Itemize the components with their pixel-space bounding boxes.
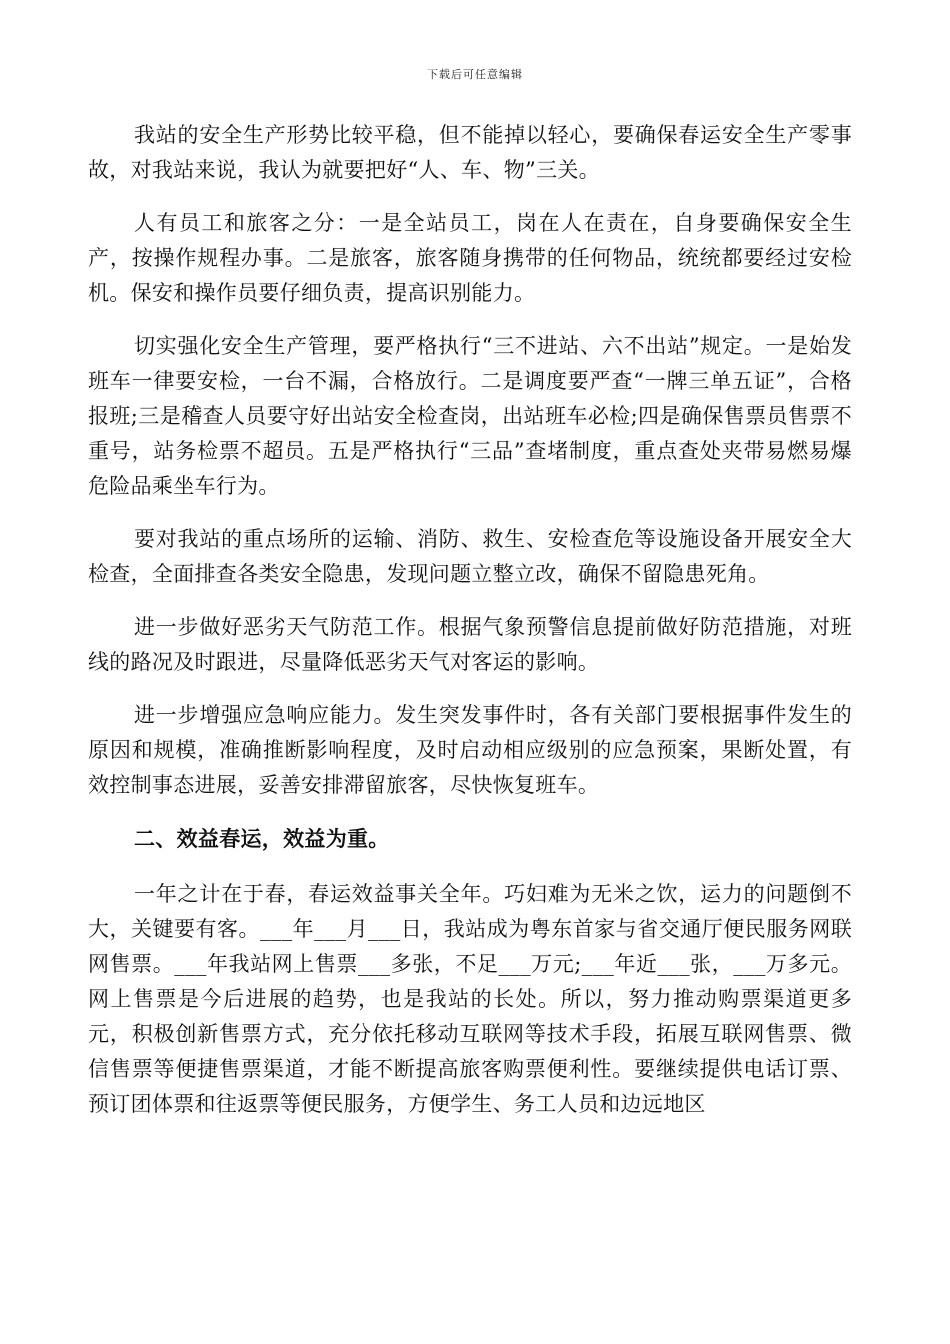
section-heading: 二、效益春运，效益为重。 bbox=[134, 826, 390, 851]
header-note: 下载后可任意编辑 bbox=[427, 68, 523, 81]
paragraph-safety-overview: 我站的安全生产形势比较平稳，但不能掉以轻心，要确保春运安全生产零事故，对我站来说，我认为就要把好“人、车、物”三关。 bbox=[88, 123, 852, 182]
paragraph-inspection: 要对我站的重点场所的运输、消防、救生、安检查危等设施设备开展安全大检查，全面排查各类安全隐患，发现问题立整立改，确保不留隐患死角。 bbox=[88, 527, 852, 586]
paragraph-emergency: 进一步增强应急响应能力。发生突发事件时，各有关部门要根据事件发生的原因和规模，准确推断影响程度，及时启动相应级别的应急预案，果断处置，有效控制事态进展，妥善安排滞留旅客，尽快恢复班车。 bbox=[88, 703, 852, 797]
paragraph-people: 人有员工和旅客之分：一是全站员工，岗在人在责在，自身要确保安全生产，按操作规程办事。二是旅客，旅客随身携带的任何物品，统统都要经过安检机。保安和操作员要仔细负责，提高识别能力。 bbox=[88, 211, 852, 305]
document-body bbox=[88, 118, 852, 1140]
paragraph-management: 切实强化安全生产管理，要严格执行“三不进站、六不出站”规定。一是始发班车一律要安检，一台不漏，合格放行。二是调度要严查“一牌三单五证”，合格报班;三是稽查人员要守好出站安全检查岗，出站班车必检;四是确保售票员售票不重号，站务检票不超员。五是严格执行“三品”查堵制度，重点查处夹带易燃易爆危险品乘坐车行为。 bbox=[88, 334, 852, 498]
paragraph-weather: 进一步做好恶劣天气防范工作。根据气象预警信息提前做好防范措施，对班线的路况及时跟进，尽量降低恶劣天气对客运的影响。 bbox=[88, 615, 852, 674]
paragraph-efficiency: 一年之计在于春，春运效益事关全年。巧妇难为无米之饮，运力的问题倒不大，关键要有客。___年___月___日，我站成为粤东首家与省交通厅便民服务网联网售票。___年我站网上售票___多张，不足___万元;___年近___张，___万多元。网上售票是今后进展的趋势，也是我站的长处。所以，努力推动购票渠道更多元，积极创新售票方式，充分依托移动互联网等技术手段，拓展互联网售票、微信售票等便捷售票渠道，才能不断提高旅客购票便利性。要继续提供电话订票、预订团体票和往返票等便民服务，方便学生、务工人员和边远地区 bbox=[88, 882, 852, 1116]
